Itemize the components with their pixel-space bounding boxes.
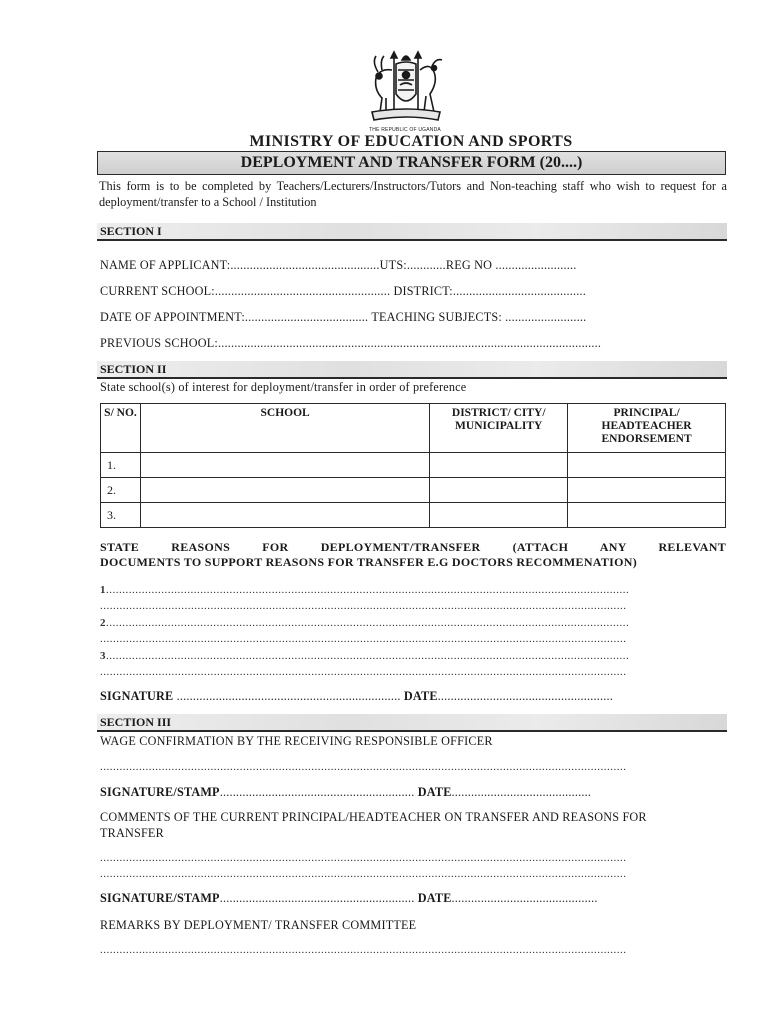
- remarks-line[interactable]: ..................................................................................................................................................................: [100, 944, 627, 956]
- current-school-field[interactable]: ......................................................: [214, 284, 394, 298]
- signature-label: SIGNATURE: [100, 689, 174, 703]
- previous-school-field[interactable]: ......................................................................................................................: [217, 336, 602, 350]
- ministry-heading: MINISTRY OF EDUCATION AND SPORTS: [249, 133, 573, 150]
- endorsement-cell[interactable]: [568, 478, 726, 503]
- uts-label: UTS:: [379, 258, 407, 272]
- crest-caption: THE REPUBLIC OF UGANDA: [369, 127, 441, 133]
- district-cell[interactable]: [430, 453, 568, 478]
- comments-label-line-2: TRANSFER: [100, 826, 164, 840]
- row-number: 1.: [101, 453, 141, 478]
- col-header-endorsement: PRINCIPAL/ HEADTEACHER ENDORSEMENT: [568, 404, 726, 453]
- reason-1-number: 1: [100, 584, 106, 596]
- applicant-name-label: NAME OF APPLICANT:: [100, 258, 231, 272]
- signature-field[interactable]: .....................................................................: [176, 689, 404, 703]
- school-cell[interactable]: [140, 503, 429, 528]
- schools-of-interest-table: [100, 403, 726, 528]
- reason-3-number: 3: [100, 650, 106, 662]
- uganda-coat-of-arms-icon: [364, 50, 448, 126]
- district-cell[interactable]: [430, 478, 568, 503]
- table-row: [101, 478, 726, 503]
- district-cell[interactable]: [430, 503, 568, 528]
- appointment-date-field[interactable]: ......................................: [244, 310, 372, 324]
- previous-school-row: [100, 336, 601, 351]
- reason-2-number: 2: [100, 617, 106, 629]
- reasons-heading-line-2: DOCUMENTS TO SUPPORT REASONS FOR TRANSFER E.G DOCTORS RECOMMENATION): [100, 555, 638, 569]
- form-intro: This form is to be completed by Teachers/Lecturers/Instructors/Tutors and Non-teaching staff who wish to request for a deployment/transfer to a School / Institution: [99, 179, 727, 209]
- col-header-district: DISTRICT/ CITY/ MUNICIPALITY: [430, 404, 568, 453]
- reasons-heading-line-1: STATE REASONS FOR DEPLOYMENT/TRANSFER (ATTACH ANY RELEVANT: [100, 540, 726, 554]
- table-row: [101, 453, 726, 478]
- applicant-signature-row: [100, 689, 613, 704]
- section-1-header: SECTION I: [97, 223, 727, 241]
- date-field[interactable]: ......................................................: [437, 689, 613, 703]
- comments-label-line-1: COMMENTS OF THE CURRENT PRINCIPAL/HEADTEACHER ON TRANSFER AND REASONS FOR: [100, 810, 647, 824]
- comments-line-2[interactable]: ..................................................................................................................................................................: [100, 868, 627, 880]
- wage-confirmation-label: WAGE CONFIRMATION BY THE RECEIVING RESPONSIBLE OFFICER: [100, 734, 493, 748]
- signature-stamp-label: SIGNATURE/STAMP: [100, 891, 220, 905]
- teaching-subjects-field[interactable]: .........................: [505, 310, 587, 324]
- appointment-row: [100, 310, 586, 325]
- reasons-heading: [100, 540, 726, 570]
- table-row: [101, 503, 726, 528]
- endorsement-cell[interactable]: [568, 503, 726, 528]
- current-school-label: CURRENT SCHOOL:: [100, 284, 215, 298]
- col-header-school: SCHOOL: [140, 404, 429, 453]
- signature-stamp-field[interactable]: ............................................................: [219, 891, 418, 905]
- current-school-row: [100, 284, 586, 299]
- endorsement-cell[interactable]: [568, 453, 726, 478]
- row-number: 2.: [101, 478, 141, 503]
- reason-1-continuation[interactable]: ..................................................................................................................................................................: [100, 600, 627, 612]
- reason-2-line[interactable]: 2.................................................................................................................................................................: [100, 617, 630, 629]
- section-3-header: SECTION III: [97, 714, 727, 732]
- wage-confirmation-line[interactable]: ..................................................................................................................................................................: [100, 761, 627, 773]
- district-label: DISTRICT:: [393, 284, 453, 298]
- applicant-name-field[interactable]: ..............................................: [230, 258, 380, 272]
- uts-field[interactable]: ............: [406, 258, 446, 272]
- appointment-date-label: DATE OF APPOINTMENT:: [100, 310, 245, 324]
- reason-1-line[interactable]: 1.................................................................................................................................................................: [100, 584, 630, 596]
- signature-stamp-field[interactable]: ............................................................: [219, 785, 418, 799]
- reg-no-label: REG NO: [445, 258, 493, 272]
- section-2-header: SECTION II: [97, 361, 727, 379]
- applicant-row: [100, 258, 577, 273]
- teaching-subjects-label: TEACHING SUBJECTS:: [371, 310, 502, 324]
- date-field[interactable]: .............................................: [451, 891, 598, 905]
- row-number: 3.: [101, 503, 141, 528]
- school-cell[interactable]: [140, 478, 429, 503]
- col-header-sno: S/ NO.: [101, 404, 141, 453]
- signature-stamp-label: SIGNATURE/STAMP: [100, 785, 220, 799]
- form-title: DEPLOYMENT AND TRANSFER FORM (20....): [97, 151, 726, 175]
- previous-school-label: PREVIOUS SCHOOL:: [100, 336, 218, 350]
- school-cell[interactable]: [140, 453, 429, 478]
- date-label: DATE: [417, 785, 452, 799]
- district-field[interactable]: .........................................: [452, 284, 586, 298]
- remarks-label: REMARKS BY DEPLOYMENT/ TRANSFER COMMITTEE: [100, 918, 417, 932]
- date-label: DATE: [403, 689, 438, 703]
- comments-line-1[interactable]: ..................................................................................................................................................................: [100, 852, 627, 864]
- reason-2-continuation[interactable]: ..................................................................................................................................................................: [100, 633, 627, 645]
- date-field[interactable]: ...........................................: [451, 785, 592, 799]
- date-label: DATE: [417, 891, 452, 905]
- reason-3-continuation[interactable]: ..................................................................................................................................................................: [100, 666, 627, 678]
- table-header-row: [101, 404, 726, 453]
- reason-3-line[interactable]: 3.................................................................................................................................................................: [100, 650, 630, 662]
- officer-signature-row: [100, 785, 591, 800]
- section-2-instruction: State school(s) of interest for deployment/transfer in order of preference: [100, 380, 467, 394]
- headteacher-signature-row: [100, 891, 598, 906]
- reg-no-field[interactable]: .........................: [495, 258, 577, 272]
